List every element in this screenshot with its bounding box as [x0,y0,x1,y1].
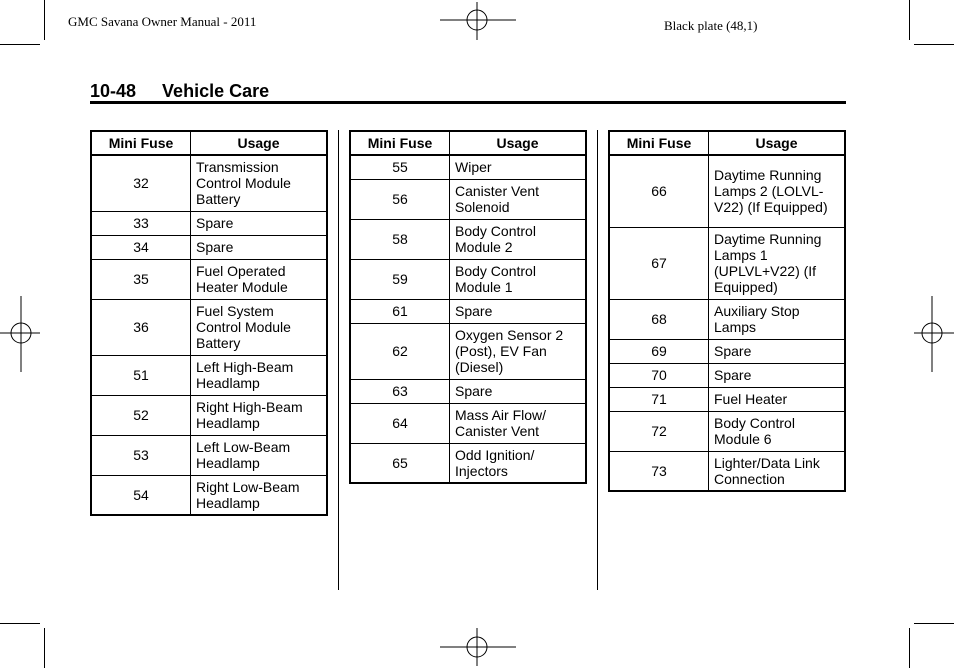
fuse-number: 56 [350,179,450,219]
table-row [350,379,586,403]
fuse-usage: Fuel System Control Module Battery [191,299,328,355]
table-row [350,219,586,259]
col-header-usage: Usage [191,131,328,155]
fuse-usage: Spare [450,299,587,323]
table-row [91,259,327,299]
fuse-number: 58 [350,219,450,259]
crop-mark [0,44,40,45]
table-row [350,443,586,483]
table-row [91,155,327,211]
fuse-number: 66 [609,155,709,227]
fuse-usage: Spare [709,363,846,387]
table-row [91,475,327,515]
table-row [350,259,586,299]
fuse-number: 59 [350,259,450,299]
fuse-number: 34 [91,235,191,259]
fuse-usage: Oxygen Sensor 2 (Post), EV Fan (Diesel) [450,323,587,379]
fuse-number: 35 [91,259,191,299]
fuse-usage: Body Control Module 1 [450,259,587,299]
col-header-usage: Usage [450,131,587,155]
table-row [91,235,327,259]
fuse-number: 53 [91,435,191,475]
fuse-table-3 [608,130,846,492]
col-header-fuse: Mini Fuse [609,131,709,155]
table-row [91,355,327,395]
fuse-usage: Lighter/Data Link Connection [709,451,846,491]
table-row [609,227,845,299]
crop-mark [44,0,45,40]
fuse-number: 52 [91,395,191,435]
table-row [91,435,327,475]
table-row [609,299,845,339]
col-header-fuse: Mini Fuse [91,131,191,155]
fuse-usage: Mass Air Flow/ Canister Vent [450,403,587,443]
fuse-number: 54 [91,475,191,515]
fuse-usage: Left High-Beam Headlamp [191,355,328,395]
crop-mark [914,44,954,45]
fuse-usage: Spare [450,379,587,403]
fuse-usage: Spare [709,339,846,363]
fuse-usage: Body Control Module 6 [709,411,846,451]
table-row [350,403,586,443]
col-header-usage: Usage [709,131,846,155]
section-title: Vehicle Care [162,81,270,101]
fuse-usage: Daytime Running Lamps 1 (UPLVL+V22) (If Equipped) [709,227,846,299]
fuse-number: 33 [91,211,191,235]
crop-mark [909,628,910,668]
fuse-number: 32 [91,155,191,211]
page-title [90,81,269,102]
fuse-usage: Body Control Module 2 [450,219,587,259]
fuse-usage: Left Low-Beam Headlamp [191,435,328,475]
table-row [91,211,327,235]
fuse-usage: Spare [191,211,328,235]
table-row [350,299,586,323]
fuse-number: 61 [350,299,450,323]
fuse-number: 69 [609,339,709,363]
fuse-number: 72 [609,411,709,451]
column-divider [338,130,339,590]
fuse-usage: Fuel Operated Heater Module [191,259,328,299]
page-number: 10-48 [90,81,137,101]
table-row [91,395,327,435]
fuse-usage: Daytime Running Lamps 2 (LOLVL-V22) (If Equipped) [709,155,846,227]
fuse-usage: Wiper [450,155,587,179]
fuse-number: 63 [350,379,450,403]
crop-mark [909,0,910,40]
fuse-number: 65 [350,443,450,483]
fuse-table-1 [90,130,328,516]
crop-mark [0,623,40,624]
table-row [350,155,586,179]
fuse-number: 70 [609,363,709,387]
fuse-number: 64 [350,403,450,443]
plate-label: Black plate (48,1) [664,18,758,33]
fuse-number: 51 [91,355,191,395]
manual-title: GMC Savana Owner Manual - 2011 [68,14,257,29]
table-row [609,387,845,411]
fuse-usage: Canister Vent Solenoid [450,179,587,219]
crop-mark [44,628,45,668]
column-divider [597,130,598,590]
fuse-number: 36 [91,299,191,355]
fuse-usage: Odd Ignition/ Injectors [450,443,587,483]
fuse-number: 67 [609,227,709,299]
fuse-usage: Auxiliary Stop Lamps [709,299,846,339]
registration-mark-top [440,0,516,42]
fuse-number: 73 [609,451,709,491]
fuse-usage: Transmission Control Module Battery [191,155,328,211]
table-row [91,299,327,355]
registration-mark-right [912,296,954,372]
table-row [350,179,586,219]
table-row [350,323,586,379]
fuse-number: 62 [350,323,450,379]
table-row [609,363,845,387]
registration-mark-bottom [440,626,516,668]
fuse-usage: Spare [191,235,328,259]
fuse-usage: Right High-Beam Headlamp [191,395,328,435]
fuse-number: 55 [350,155,450,179]
title-rule [90,101,846,104]
fuse-number: 71 [609,387,709,411]
fuse-number: 68 [609,299,709,339]
fuse-table-2 [349,130,587,484]
registration-mark-left [0,296,42,372]
fuse-usage: Right Low-Beam Headlamp [191,475,328,515]
fuse-usage: Fuel Heater [709,387,846,411]
col-header-fuse: Mini Fuse [350,131,450,155]
table-row [609,411,845,451]
table-row [609,451,845,491]
table-row [609,155,845,227]
crop-mark [914,623,954,624]
table-row [609,339,845,363]
